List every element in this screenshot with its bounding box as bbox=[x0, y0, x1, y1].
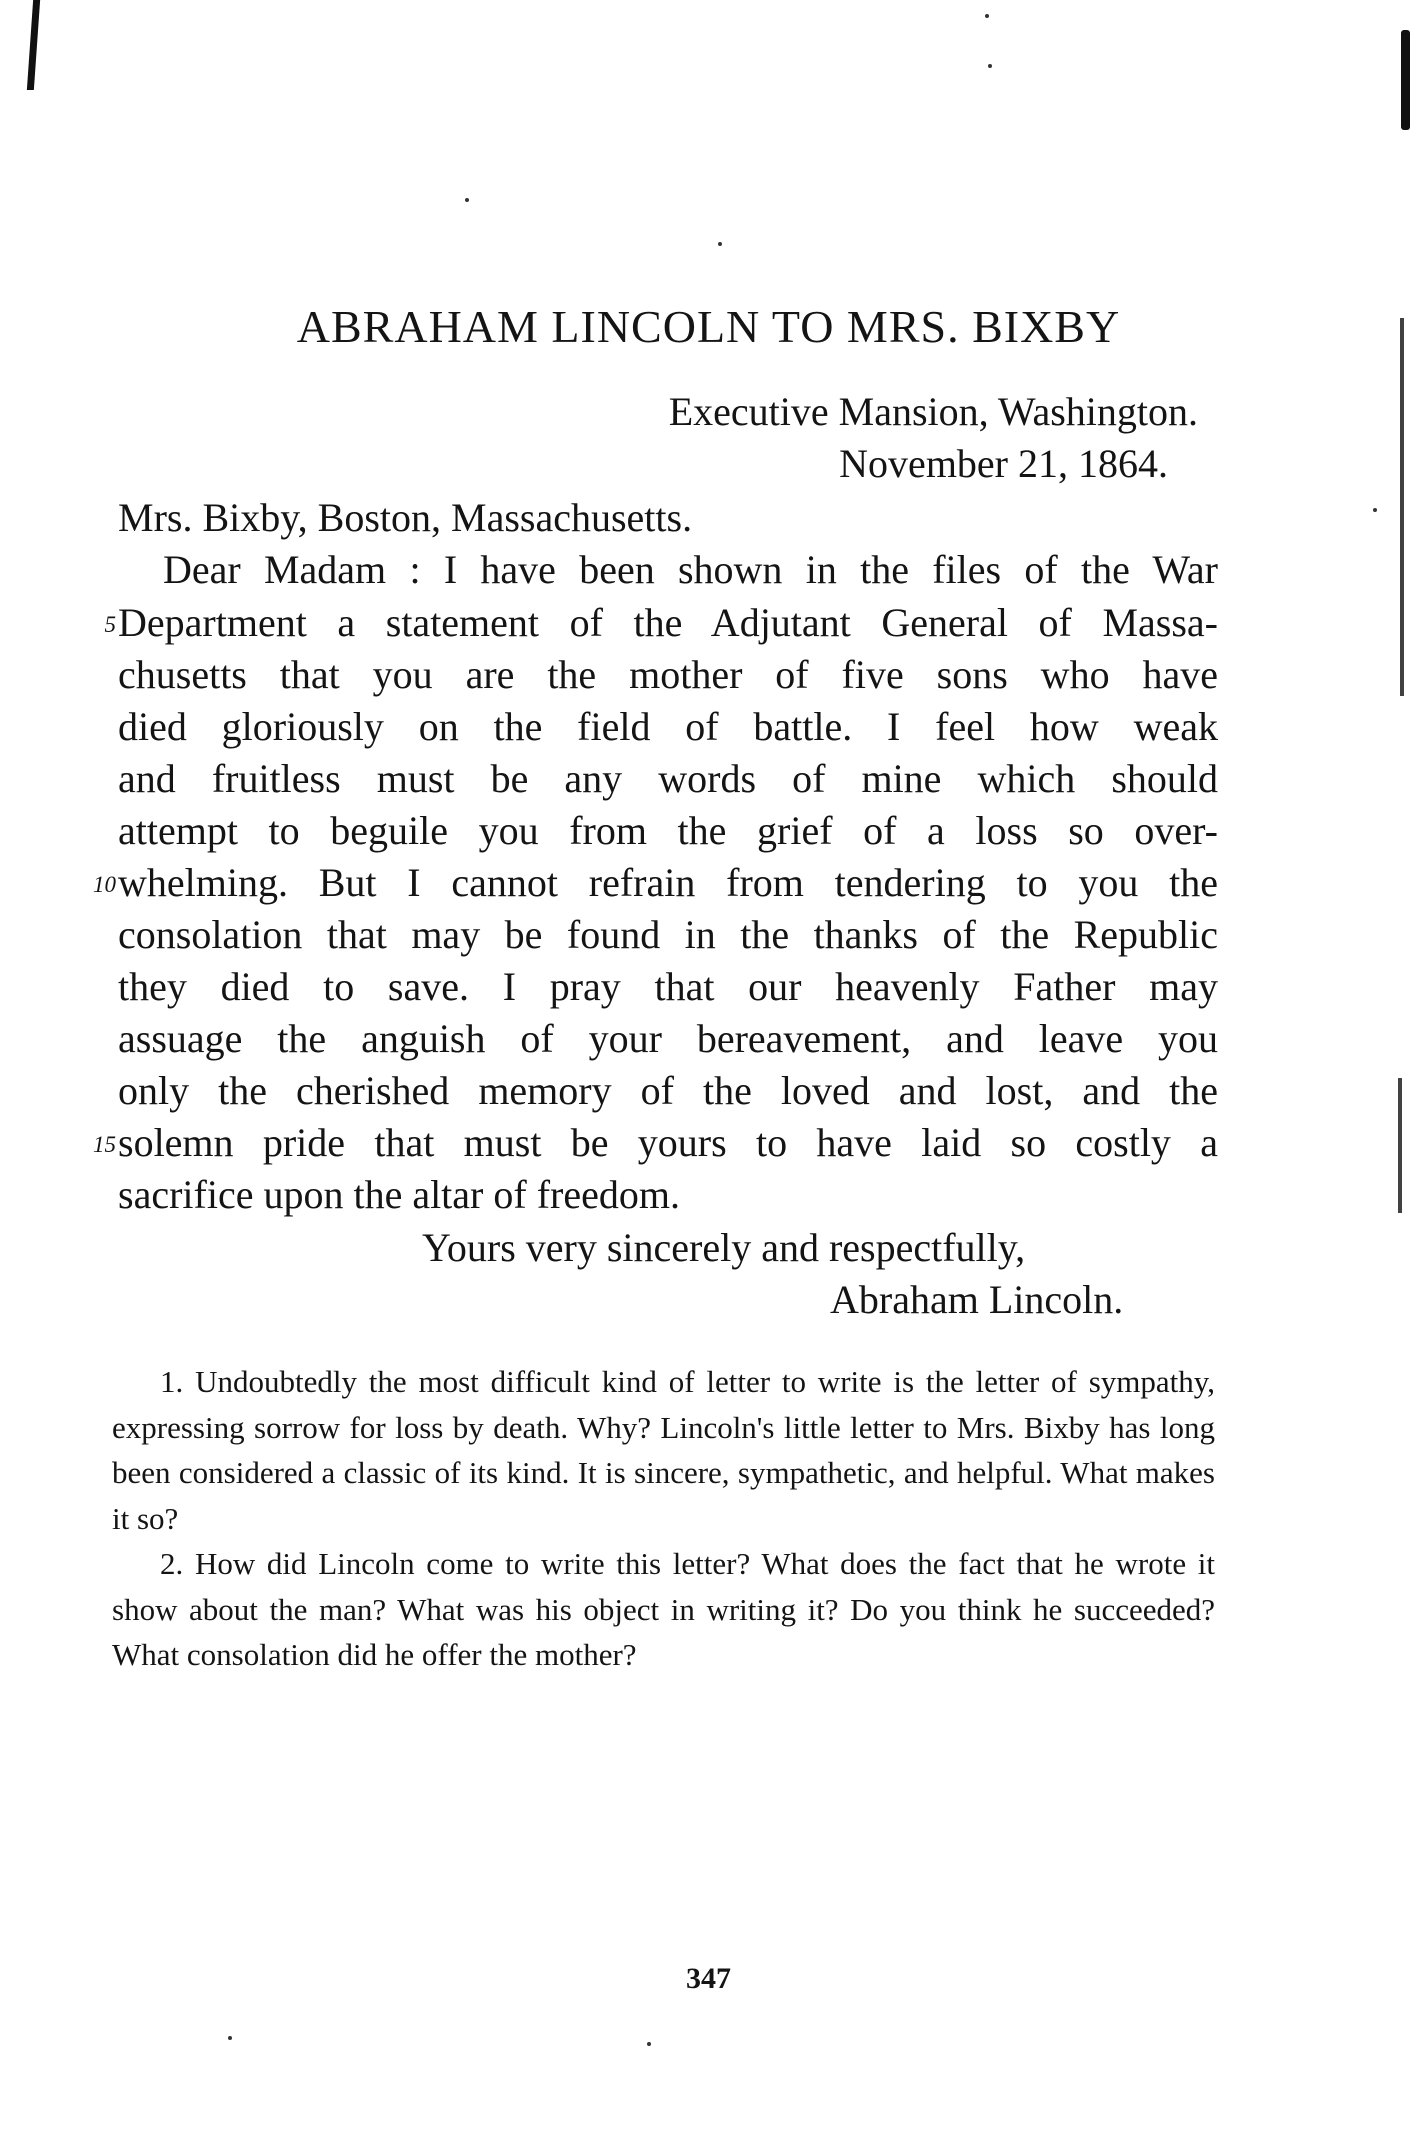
body-line: and fruitless must be any words of mine which should bbox=[118, 756, 1218, 801]
line-number: 10 bbox=[93, 872, 116, 897]
scan-speck bbox=[718, 242, 722, 246]
scan-edge-mark bbox=[27, 0, 40, 90]
page-number: 347 bbox=[686, 1962, 731, 1995]
study-note bbox=[112, 1359, 1215, 1541]
body-line: they died to save. I pray that our heavenly Father may bbox=[118, 964, 1218, 1009]
letter-signature: Abraham Lincoln. bbox=[830, 1277, 1124, 1322]
body-line: attempt to beguile you from the grief of a loss so over- bbox=[118, 808, 1218, 853]
letter-addressee: Mrs. Bixby, Boston, Massachusetts. bbox=[118, 495, 693, 540]
scan-speck bbox=[985, 14, 989, 18]
line-number: 5 bbox=[104, 612, 116, 637]
body-line: sacrifice upon the altar of freedom. bbox=[118, 1172, 680, 1217]
scan-speck bbox=[647, 2042, 651, 2046]
letter-date: November 21, 1864. bbox=[839, 441, 1168, 486]
body-line: Department a statement of the Adjutant General of Massa- bbox=[118, 600, 1218, 645]
study-note bbox=[112, 1541, 1215, 1678]
body-line: chusetts that you are the mother of five sons who have bbox=[118, 652, 1218, 697]
body-line: only the cherished memory of the loved and lost, and the bbox=[118, 1068, 1218, 1113]
page-title: ABRAHAM LINCOLN TO MRS. BIXBY bbox=[296, 301, 1121, 352]
body-line: Dear Madam : I have been shown in the files of the War bbox=[163, 547, 1218, 592]
scan-edge-mark bbox=[1401, 30, 1410, 130]
scan-speck bbox=[1373, 508, 1377, 512]
body-line: assuage the anguish of your bereavement, and leave you bbox=[118, 1016, 1218, 1061]
body-line: whelming. But I cannot refrain from tendering to you the bbox=[118, 860, 1218, 905]
study-note-text: 2. How did Lincoln come to write this letter? What does the fact that he wrote it show about the man? What was his object in writing it? Do you think he succeeded? What consolation did he offer the mother? bbox=[112, 1546, 1215, 1672]
scan-speck bbox=[228, 2036, 232, 2040]
scan-edge-mark bbox=[1398, 1078, 1402, 1213]
body-line: died gloriously on the field of battle. I feel how weak bbox=[118, 704, 1218, 749]
body-line: solemn pride that must be yours to have laid so costly a bbox=[118, 1120, 1218, 1165]
scan-edge-mark bbox=[1400, 318, 1404, 696]
scan-speck bbox=[465, 198, 469, 202]
body-line: consolation that may be found in the thanks of the Republic bbox=[118, 912, 1218, 957]
study-note-text: 1. Undoubtedly the most difficult kind of letter to write is the letter of sympathy, expressing sorrow for loss by death. Why? Lincoln's little letter to Mrs. Bixby has long been considered a classic of its kind. It is sincere, sympathetic, and helpful. What makes it so? bbox=[112, 1364, 1215, 1536]
letter-closing: Yours very sincerely and respectfully, bbox=[422, 1225, 1026, 1270]
letter-place: Executive Mansion, Washington. bbox=[668, 389, 1198, 434]
line-number: 15 bbox=[93, 1132, 116, 1157]
scan-speck bbox=[988, 64, 992, 68]
